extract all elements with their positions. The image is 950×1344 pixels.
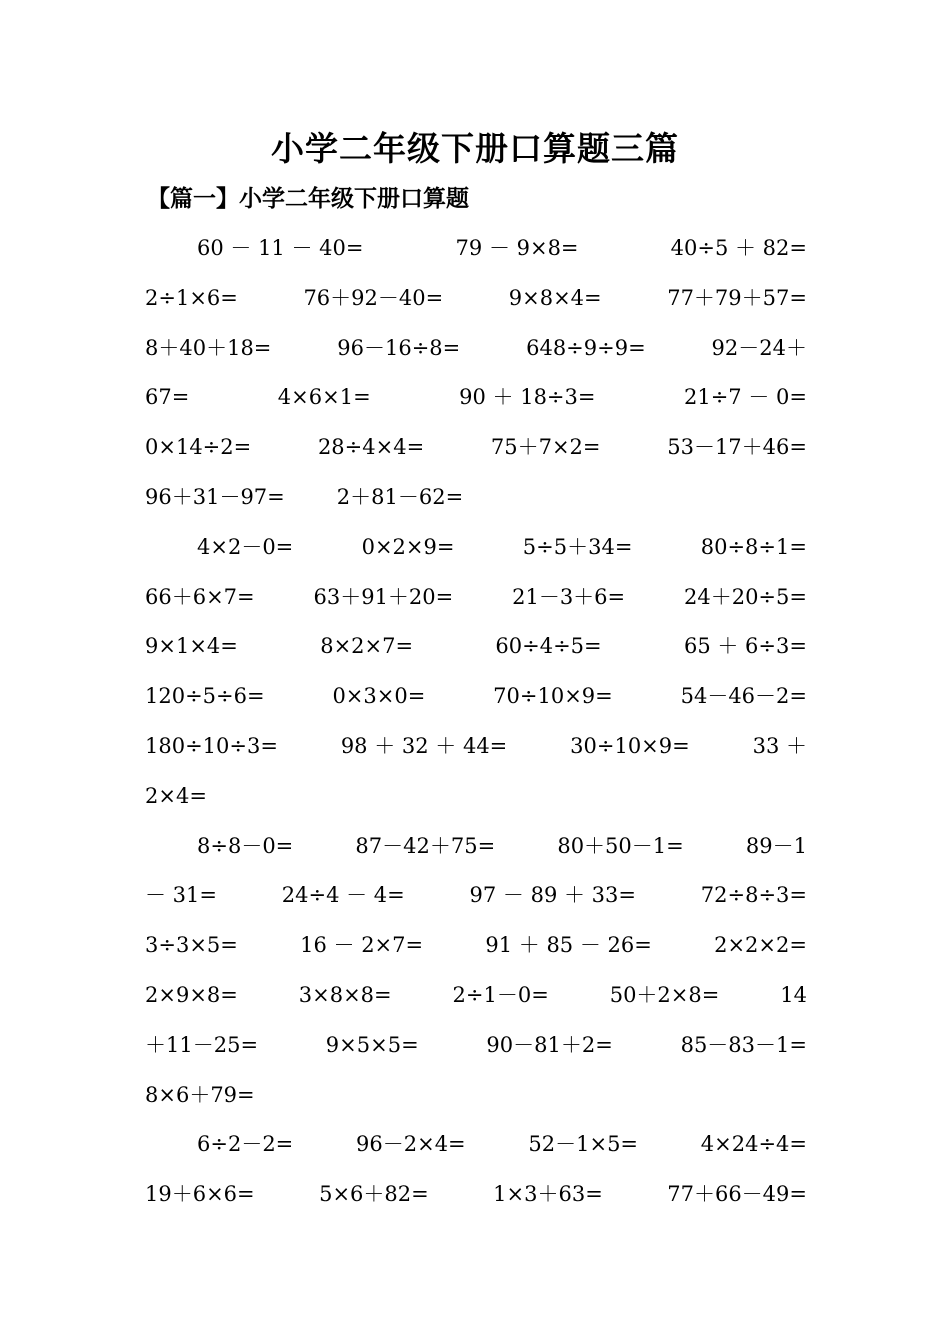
problem-line bbox=[145, 523, 807, 573]
problem-item: 96－2×4= bbox=[356, 1132, 466, 1157]
problem-item: 9×1×4= bbox=[145, 634, 238, 659]
problem-item: 8×2×7= bbox=[320, 634, 414, 659]
problem-item: 50＋2×8= bbox=[609, 982, 720, 1007]
problem-item: 85－83－1= bbox=[680, 1032, 807, 1057]
problem-item: 4×2－0= bbox=[197, 534, 294, 559]
problem-item: 19＋6×6= bbox=[145, 1182, 255, 1207]
problem-line bbox=[145, 473, 807, 523]
problem-line bbox=[145, 622, 807, 672]
problem-item: 97 － 89 ＋ 33= bbox=[469, 883, 636, 908]
problem-item: 52－1×5= bbox=[528, 1132, 639, 1157]
problem-item: 180÷10÷3= bbox=[145, 733, 278, 758]
problem-item: 87－42＋75= bbox=[355, 833, 496, 858]
problem-item: 120÷5÷6= bbox=[145, 684, 265, 709]
problem-line bbox=[145, 1120, 807, 1170]
problem-item: 89－1 bbox=[745, 833, 807, 858]
problem-item: － 31= bbox=[145, 883, 217, 908]
problem-item: 0×3×0= bbox=[332, 684, 426, 709]
problem-item: 2×9×8= bbox=[145, 982, 238, 1007]
problem-line bbox=[145, 971, 807, 1021]
problem-item: 63＋91＋20= bbox=[313, 584, 454, 609]
problem-item: 21÷7 － 0= bbox=[683, 385, 807, 410]
problem-item: 21－3＋6= bbox=[512, 584, 626, 609]
problem-line bbox=[145, 722, 807, 772]
problem-item: 53－17＋46= bbox=[667, 435, 807, 460]
problem-item: 98 ＋ 32 ＋ 44= bbox=[340, 733, 508, 758]
problem-item: 1×3＋63= bbox=[493, 1182, 603, 1207]
problem-item: 96＋31－97= bbox=[145, 484, 285, 509]
problem-line bbox=[145, 672, 807, 722]
problem-item: 79 － 9×8= bbox=[455, 236, 579, 260]
problem-item: 6÷2－2= bbox=[197, 1132, 294, 1157]
problem-line bbox=[145, 921, 807, 971]
problem-line bbox=[145, 1021, 807, 1071]
problem-item: 66＋6×7= bbox=[145, 584, 255, 609]
problem-line bbox=[145, 573, 807, 623]
problem-item: 4×24÷4= bbox=[700, 1132, 807, 1157]
problem-item: 0×14÷2= bbox=[145, 435, 252, 460]
problem-item: 5÷5＋34= bbox=[522, 534, 633, 559]
problem-body bbox=[145, 224, 807, 1220]
problem-item: 14 bbox=[780, 982, 807, 1007]
problem-item: 2÷1×6= bbox=[145, 285, 238, 310]
problem-item: 90 ＋ 18÷3= bbox=[459, 385, 596, 410]
problem-item: 9×5×5= bbox=[325, 1032, 419, 1057]
problem-item: 8÷8－0= bbox=[197, 833, 294, 858]
problem-item: 33 ＋ bbox=[752, 733, 807, 758]
problem-item: 0×2×9= bbox=[361, 534, 455, 559]
problem-item: 77＋79＋57= bbox=[667, 285, 807, 310]
problem-item: 8×6＋79= bbox=[145, 1082, 255, 1107]
problem-item: 40÷5 ＋ 82= bbox=[670, 236, 807, 260]
problem-item: 5×6＋82= bbox=[319, 1182, 429, 1207]
problem-line bbox=[145, 373, 807, 423]
problem-item: 54－46－2= bbox=[680, 684, 807, 709]
problem-item: 60÷4÷5= bbox=[495, 634, 602, 659]
problem-item: 65 ＋ 6÷3= bbox=[683, 634, 807, 659]
problem-item: 648÷9÷9= bbox=[526, 335, 646, 360]
problem-line bbox=[145, 423, 807, 473]
problem-item: 2＋81－62= bbox=[336, 484, 464, 509]
problem-item: 77＋66－49= bbox=[667, 1182, 807, 1207]
problem-line bbox=[145, 224, 807, 274]
problem-line bbox=[145, 772, 807, 822]
problem-item: 3×8×8= bbox=[298, 982, 392, 1007]
problem-item: 2÷1－0= bbox=[452, 982, 549, 1007]
problem-line bbox=[145, 274, 807, 324]
problem-item: 80＋50－1= bbox=[557, 833, 684, 858]
problem-item: 28÷4×4= bbox=[317, 435, 425, 460]
problem-item: 3÷3×5= bbox=[145, 933, 238, 958]
problem-item: 76＋92－40= bbox=[303, 285, 444, 310]
problem-item: 9×8×4= bbox=[508, 285, 602, 310]
problem-item: 24÷4 － 4= bbox=[281, 883, 405, 908]
problem-item: 24＋20÷5= bbox=[683, 584, 807, 609]
problem-line bbox=[145, 822, 807, 872]
page-title: 小学二年级下册口算题三篇 bbox=[271, 129, 679, 168]
problem-item: 72÷8÷3= bbox=[700, 883, 807, 908]
problem-item: 75＋7×2= bbox=[490, 435, 601, 460]
problem-item: 30÷10×9= bbox=[570, 733, 690, 758]
problem-item: 2×2×2= bbox=[714, 933, 807, 958]
problem-item: 91 ＋ 85 － 26= bbox=[485, 933, 652, 958]
problem-item: 4×6×1= bbox=[277, 385, 371, 410]
problem-item: 80÷8÷1= bbox=[700, 534, 807, 559]
problem-item: 2×4= bbox=[145, 783, 207, 808]
problem-item: 60 － 11 － 40= bbox=[197, 236, 364, 260]
problem-item: 16 － 2×7= bbox=[300, 933, 424, 958]
problem-line bbox=[145, 1071, 807, 1121]
problem-item: 92－24＋ bbox=[711, 335, 807, 360]
problem-item: 67= bbox=[145, 385, 190, 410]
problem-item: ＋11－25= bbox=[145, 1032, 259, 1057]
problem-line bbox=[145, 324, 807, 374]
problem-item: 90－81＋2= bbox=[486, 1032, 613, 1057]
problem-line bbox=[145, 871, 807, 921]
problem-item: 96－16÷8= bbox=[337, 335, 461, 360]
problem-item: 70÷10×9= bbox=[493, 684, 613, 709]
problem-line bbox=[145, 1170, 807, 1220]
section-heading: 【篇一】小学二年级下册口算题 bbox=[147, 185, 469, 212]
problem-item: 8＋40＋18= bbox=[145, 335, 272, 360]
